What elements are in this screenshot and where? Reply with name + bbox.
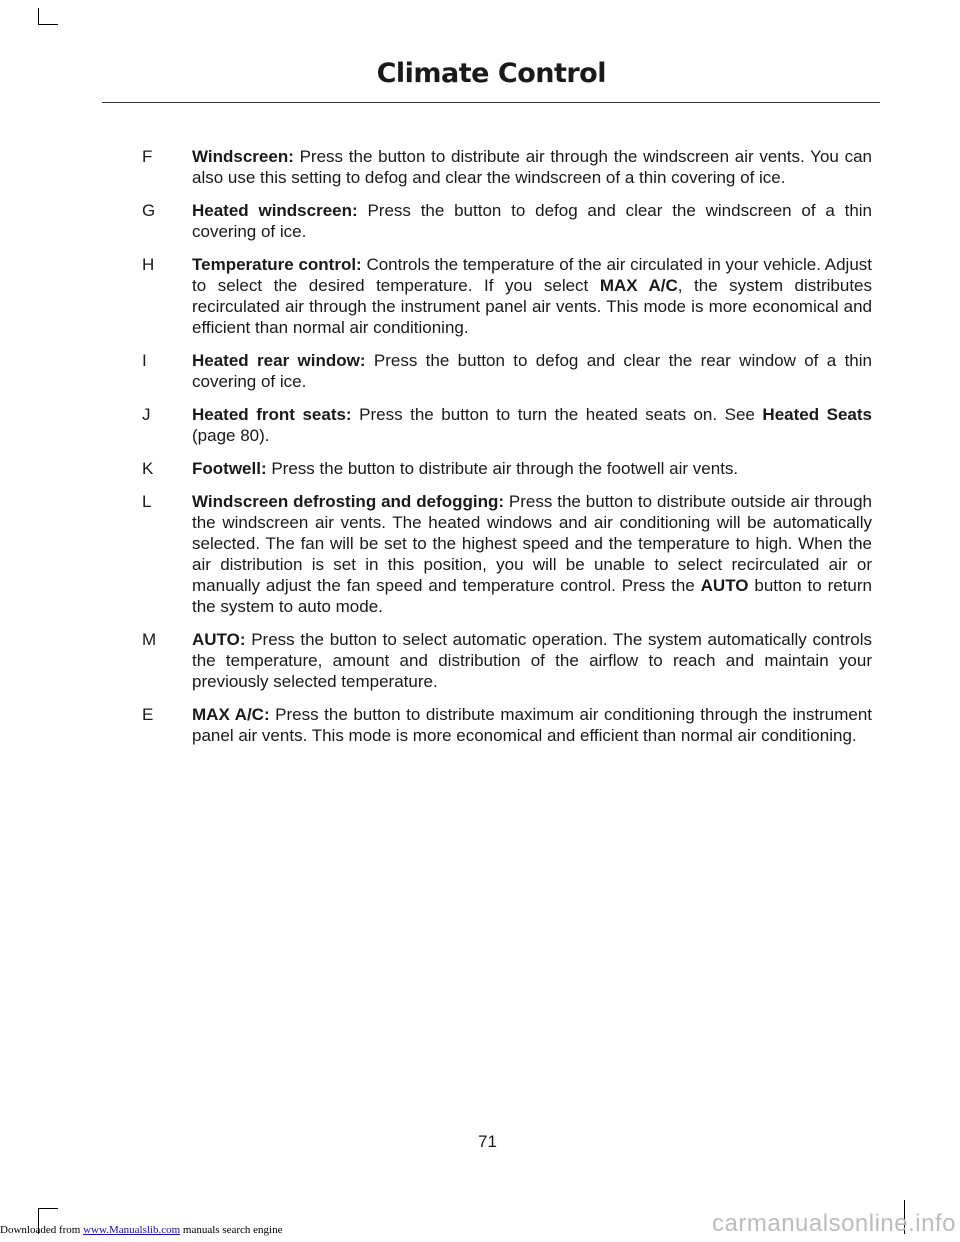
entry-term: Windscreen: bbox=[192, 147, 294, 166]
page-title: Climate Control bbox=[376, 58, 606, 89]
list-item bbox=[102, 629, 872, 692]
page-number: 71 bbox=[478, 1132, 497, 1151]
list-item bbox=[102, 491, 872, 617]
crop-mark bbox=[38, 1208, 58, 1209]
crop-mark bbox=[38, 24, 58, 25]
entry-text: Temperature control: Controls the temperature of the air circulated in your vehicle. Adjust to select the desired temperature. If you select MAX A/C, the system distributes recirculated air through the instrument panel air vents. This mode is more economical and efficient than normal air conditioning. bbox=[192, 255, 873, 337]
list-item bbox=[102, 200, 872, 242]
entry-text: Windscreen defrosting and defogging: Press the button to distribute outside air through the windscreen air vents. The heated windows and air conditioning will be automatically selected. The fan will be set to the highest speed and the temperature to high. When the air distribution is set in this position, you will be unable to select recirculated air or manually adjust the fan speed and temperature control. Press the AUTO button to return the system to auto mode. bbox=[192, 492, 872, 616]
entry-letter: F bbox=[142, 147, 153, 166]
entry-text: Heated windscreen: Press the button to defog and clear the windscreen of a thin covering of ice. bbox=[192, 201, 872, 241]
entry-term: Temperature control: bbox=[192, 255, 362, 274]
entry-term: Footwell: bbox=[192, 459, 267, 478]
inline-bold: AUTO bbox=[700, 576, 749, 595]
entry-text: Footwell: Press the button to distribute air through the footwell air vents. bbox=[192, 459, 739, 478]
entry-letter: J bbox=[142, 405, 151, 424]
entry-letter: L bbox=[142, 492, 152, 511]
entry-text: MAX A/C: Press the button to distribute maximum air conditioning through the instrument panel air vents. This mode is more economical and efficient than normal air conditioning. bbox=[192, 705, 872, 745]
entry-term: MAX A/C: bbox=[192, 705, 270, 724]
watermark: carmanualsonline.info bbox=[712, 1210, 956, 1237]
list-item bbox=[102, 404, 872, 446]
list-item bbox=[102, 146, 872, 188]
entry-term: AUTO: bbox=[192, 630, 246, 649]
entry-term: Heated front seats: bbox=[192, 405, 352, 424]
entry-text: AUTO: Press the button to select automatic operation. The system automatically controls the temperature, amount and distribution of the airflow to reach and maintain your previously selected temperature. bbox=[192, 630, 872, 691]
entry-list bbox=[102, 146, 872, 758]
entry-term: Heated windscreen: bbox=[192, 201, 358, 220]
entry-letter: G bbox=[142, 201, 156, 220]
list-item bbox=[102, 458, 872, 479]
crop-mark bbox=[38, 8, 39, 25]
entry-letter: K bbox=[142, 459, 154, 478]
entry-letter: M bbox=[142, 630, 157, 649]
entry-text: Heated rear window: Press the button to defog and clear the rear window of a thin covering of ice. bbox=[192, 351, 872, 391]
header-divider bbox=[102, 102, 880, 103]
entry-text: Windscreen: Press the button to distribute air through the windscreen air vents. You can also use this setting to defog and clear the windscreen of a thin covering of ice. bbox=[192, 147, 872, 187]
list-item bbox=[102, 254, 872, 338]
list-item bbox=[102, 350, 872, 392]
entry-letter: E bbox=[142, 705, 154, 724]
entry-text: Heated front seats: Press the button to turn the heated seats on. See Heated Seats (page 80). bbox=[192, 405, 873, 445]
cross-reference-link[interactable]: Heated Seats bbox=[762, 405, 873, 424]
entry-letter: I bbox=[142, 351, 147, 370]
manualslib-link[interactable]: www.Manualslib.com bbox=[83, 1224, 181, 1236]
entry-term: Windscreen defrosting and defogging: bbox=[192, 492, 505, 511]
list-item bbox=[102, 704, 872, 746]
entry-letter: H bbox=[142, 255, 155, 274]
download-footer: Downloaded from www.Manualslib.com manuals search engine bbox=[0, 1224, 283, 1236]
entry-term: Heated rear window: bbox=[192, 351, 366, 370]
inline-bold: MAX A/C bbox=[599, 276, 678, 295]
